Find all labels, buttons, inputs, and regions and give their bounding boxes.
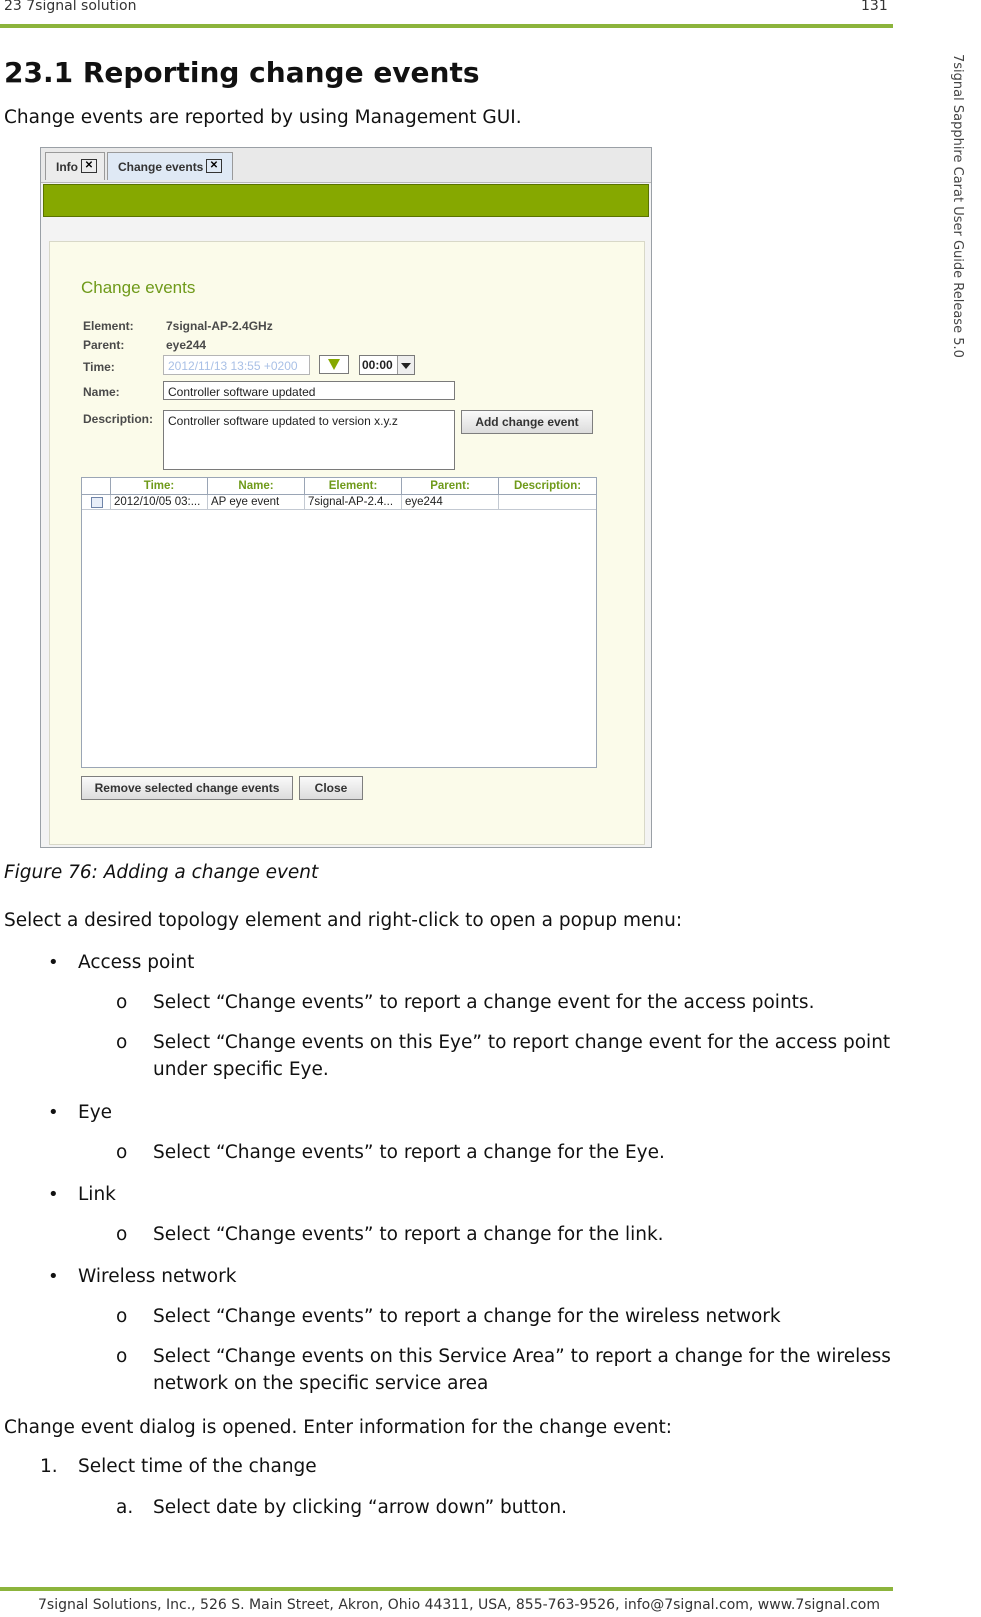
step-number: 1. [40,1456,58,1477]
sub-list-item-text: Select “Change events on this Service Area” to report a change for the wireless network on the specific service area [153,1346,891,1394]
date-dropdown-arrow-icon[interactable] [319,355,349,374]
tab-info-label: Info [56,160,78,174]
name-input[interactable]: Controller software updated [163,381,455,400]
dialog-intro: Change event dialog is opened. Enter information for the change event: [4,1417,672,1438]
step-1 [40,1456,317,1477]
time-input[interactable]: 2012/11/13 13:55 +0200 [163,355,310,375]
sub-list-item-text: Select “Change events” to report a change for the wireless network [153,1306,781,1327]
side-document-title: 7signal Sapphire Carat User Guide Release 5.0 [950,54,965,358]
sub-bullet-icon: o [116,992,128,1013]
time-select[interactable] [359,355,415,375]
list-item-label: Access point [78,952,195,973]
sub-list-item-text: Select “Change events” to report a change for the Eye. [153,1142,665,1163]
sub-step-letter: a. [116,1497,134,1518]
sub-list-item-text: Select “Change events on this Eye” to report change event for the access point under specific Eye. [153,1032,891,1080]
section-title: 23.1 Reporting change events [4,56,480,89]
section-intro: Change events are reported by using Management GUI. [4,107,522,128]
table-header-description[interactable]: Description: [499,478,596,495]
sub-list-item-text: Select “Change events” to report a change for the link. [153,1224,664,1245]
panel-title: Change events [81,278,196,297]
step-text: Select time of the change [78,1456,317,1477]
tab-change-events[interactable] [107,152,233,180]
header-rule [0,24,893,28]
toolbar-bar [43,184,649,217]
instructions-intro: Select a desired topology element and right-click to open a popup menu: [4,910,683,931]
table-header-name[interactable]: Name: [208,478,305,495]
time-select-value: 00:00 [362,358,393,372]
list-item-link [48,1184,116,1205]
table-header-select [82,478,111,495]
sub-bullet-icon: o [116,1306,128,1327]
tab-bar [41,148,652,183]
name-label: Name: [83,385,120,399]
table-header-element[interactable]: Element: [305,478,402,495]
step-1a [116,1497,567,1518]
list-item-label: Eye [78,1102,113,1123]
list-item-wireless-network [48,1266,237,1287]
row-checkbox[interactable] [91,497,103,508]
table-cell-element[interactable]: 7signal-AP-2.4... [305,495,402,510]
element-value: 7signal-AP-2.4GHz [166,319,273,333]
sub-bullet-icon: o [116,1224,128,1245]
remove-selected-change-events-button[interactable]: Remove selected change events [81,776,293,800]
tab-change-events-label: Change events [118,160,204,174]
sub-list-item [116,1343,893,1397]
running-header-chapter: 23 7signal solution [4,0,137,14]
table-cell-name[interactable]: AP eye event [208,495,305,510]
table-header-parent[interactable]: Parent: [402,478,499,495]
list-item-label: Wireless network [78,1266,237,1287]
description-textarea[interactable]: Controller software updated to version x.y.z [163,410,455,470]
footer-text: 7signal Solutions, Inc., 526 S. Main Street, Akron, Ohio 44311, USA, 855-763-9526, info@7signal.com, www.7signal.com [38,1597,880,1613]
sub-list-item-text: Select “Change events” to report a change event for the access points. [153,992,815,1013]
close-icon[interactable]: ✕ [81,159,97,173]
parent-label: Parent: [83,338,125,352]
time-label: Time: [83,360,115,374]
sub-bullet-icon: o [116,1032,128,1053]
footer-rule [0,1587,893,1591]
sub-list-item [116,1029,893,1083]
bullet-icon: • [48,1266,59,1287]
add-change-event-button[interactable]: Add change event [461,410,593,434]
sub-bullet-icon: o [116,1346,128,1367]
table-row-checkbox-cell [82,495,111,510]
sub-list-item [116,1142,665,1163]
chevron-down-icon [397,356,414,374]
tab-info[interactable] [45,152,105,180]
list-item-label: Link [78,1184,116,1205]
table-cell-time[interactable]: 2012/10/05 03:... [111,495,208,510]
table-cell-description[interactable] [499,495,596,510]
sub-list-item [116,1224,664,1245]
change-events-screenshot [40,147,652,848]
list-item-access-point [48,952,195,973]
close-icon[interactable]: ✕ [206,159,222,173]
figure-caption: Figure 76: Adding a change event [4,862,319,883]
sub-step-text: Select date by clicking “arrow down” button. [153,1497,567,1518]
sub-list-item [116,1306,781,1327]
table-header-time[interactable]: Time: [111,478,208,495]
bullet-icon: • [48,952,59,973]
page-number: 131 [861,0,888,14]
bullet-icon: • [48,1102,59,1123]
change-events-panel [49,241,645,845]
change-events-table [81,477,597,768]
close-button[interactable]: Close [299,776,363,800]
sub-bullet-icon: o [116,1142,128,1163]
parent-value: eye244 [166,338,207,352]
bullet-icon: • [48,1184,59,1205]
element-label: Element: [83,319,134,333]
list-item-eye [48,1102,113,1123]
sub-list-item [116,992,815,1013]
description-label: Description: [83,412,154,426]
table-cell-parent[interactable]: eye244 [402,495,499,510]
